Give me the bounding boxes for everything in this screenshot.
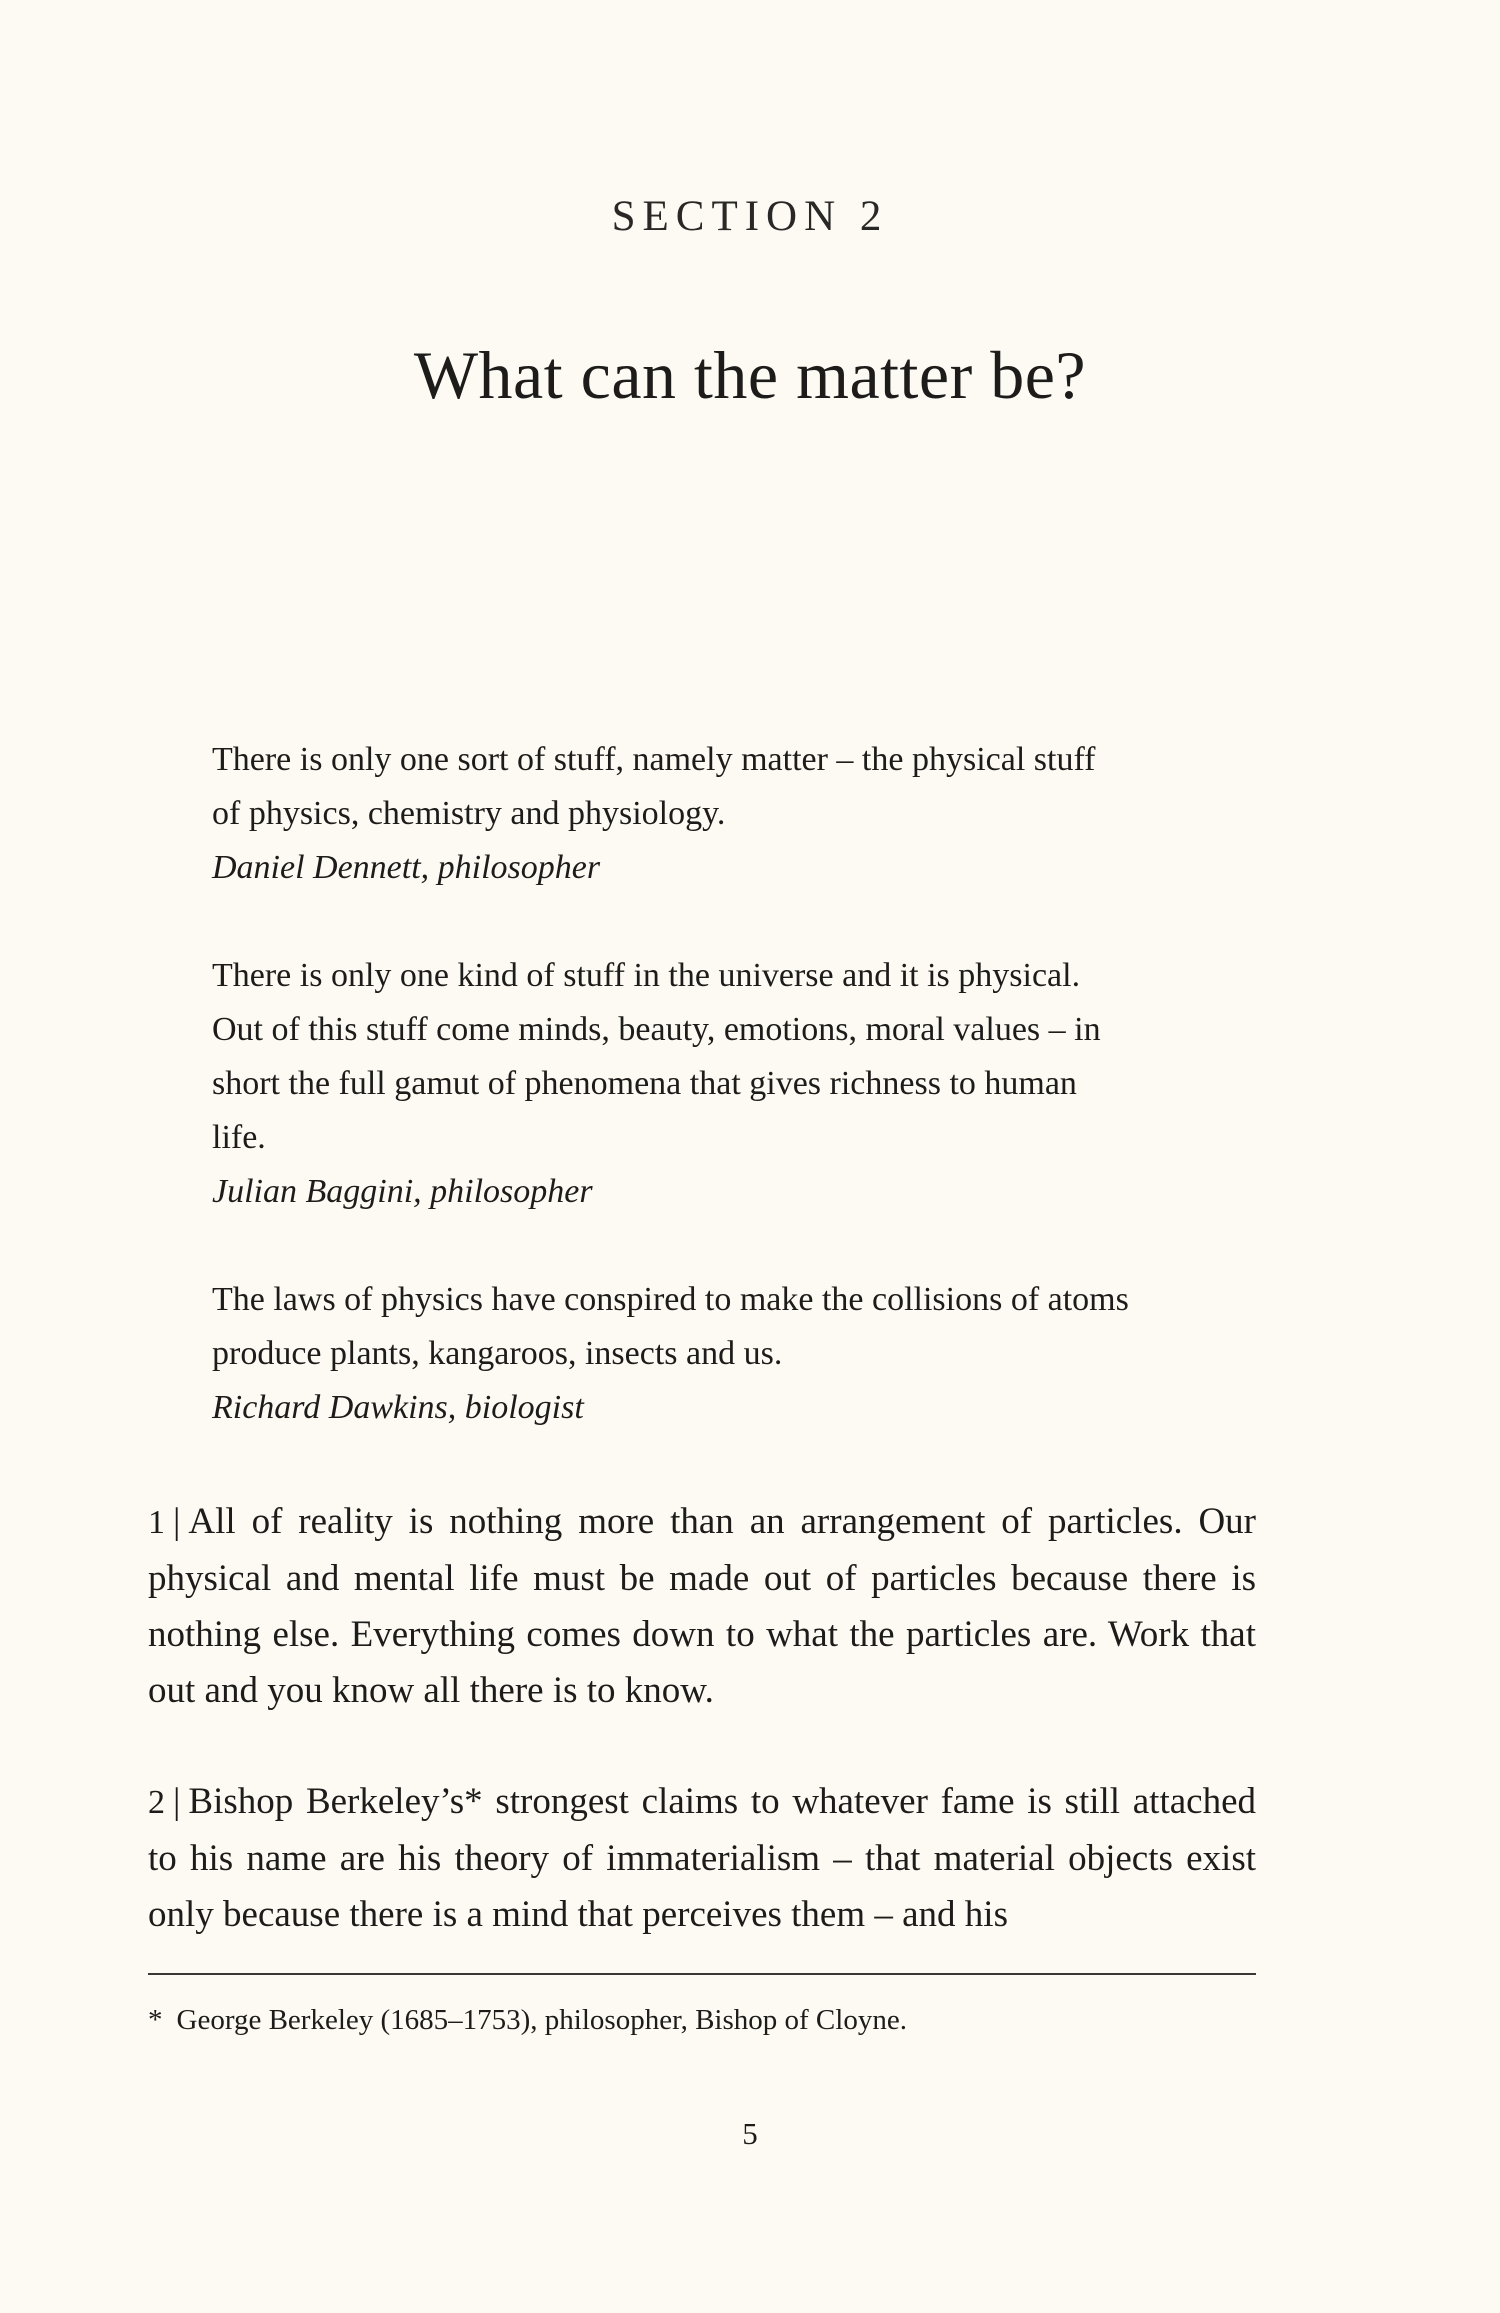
section-label: SECTION 2 [611, 193, 889, 240]
epigraphs [212, 733, 1232, 1489]
paragraph-text: All of reality is nothing more than an arrangement of particles. Our physical and mental life must be made out of particles because there is nothing else. Everything comes down to what the particles are. Work that out and you know all there is to know. [148, 1501, 1256, 1711]
epigraph-line: The laws of physics have conspired to make the collisions of atoms [212, 1281, 1129, 1318]
paragraph-2 [148, 1774, 1256, 1943]
paragraph-separator: | [173, 1781, 181, 1822]
epigraph-attribution: Daniel Dennett, philosopher [212, 849, 601, 886]
footnote-mark: * [148, 2004, 163, 2036]
epigraph-line: of physics, chemistry and physiology. [212, 795, 726, 832]
paragraph-separator: | [173, 1501, 181, 1542]
paragraph-text: Bishop Berkeley’s* strongest claims to whatever fame is still attached to his name are his theory of immaterialism – that material objects exist only because there is a mind that perceives them – and his [148, 1781, 1256, 1935]
chapter-title: What can the matter be? [413, 337, 1087, 413]
epigraph-line: There is only one sort of stuff, namely matter – the physical stuff [212, 741, 1096, 778]
page-number: 5 [742, 2116, 758, 2151]
epigraph-attribution: Richard Dawkins, biologist [212, 1389, 584, 1426]
epigraph-line: short the full gamut of phenomena that gives richness to human [212, 1065, 1077, 1102]
paragraph-number: 1 [148, 1504, 165, 1541]
footnote-divider [148, 1973, 1256, 1975]
paragraph-number: 2 [148, 1784, 165, 1821]
epigraph-dawkins [212, 1273, 1232, 1435]
body-text [148, 1494, 1256, 1998]
epigraph-baggini [212, 949, 1232, 1219]
epigraph-dennett [212, 733, 1232, 895]
epigraph-line: Out of this stuff come minds, beauty, emotions, moral values – in [212, 1011, 1101, 1048]
paragraph-1 [148, 1494, 1256, 1719]
epigraph-line: There is only one kind of stuff in the universe and it is physical. [212, 957, 1081, 994]
footnote [148, 2000, 1256, 2040]
epigraph-line: produce plants, kangaroos, insects and us. [212, 1335, 783, 1372]
epigraph-line: life. [212, 1119, 266, 1156]
epigraph-attribution: Julian Baggini, philosopher [212, 1173, 593, 1210]
footnote-text: George Berkeley (1685–1753), philosopher, Bishop of Cloyne. [176, 2004, 907, 2036]
